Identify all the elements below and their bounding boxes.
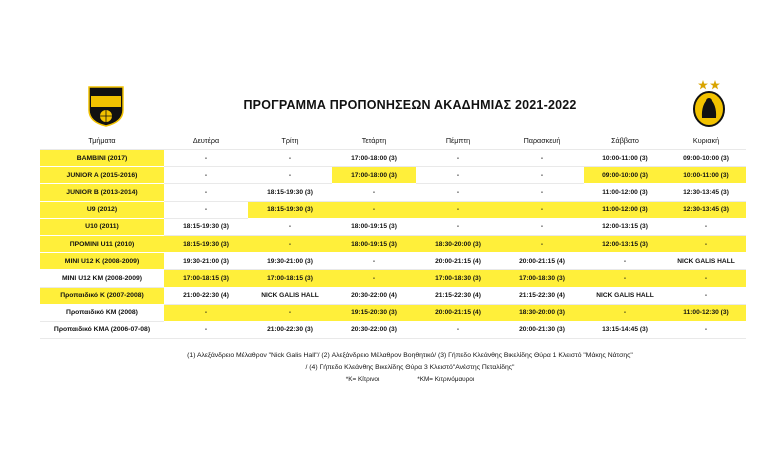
table-row [40, 287, 746, 304]
schedule-cell: 21:15-22:30 (4) [416, 287, 500, 304]
schedule-cell: NICK GALIS HALL [584, 287, 666, 304]
schedule-cell: 18:00-19:15 (3) [332, 235, 416, 252]
column-header: Τρίτη [248, 131, 332, 150]
column-header: Δευτέρα [164, 131, 248, 150]
venue-legend [40, 350, 780, 386]
table-header-row [40, 131, 746, 150]
training-schedule-table [40, 131, 746, 339]
color-key [40, 374, 780, 386]
venue-note-line: / (4) Γήπεδο Κλεάνθης Βικελίδης Θύρα 3 Κλειστό"Ανέστης Πεταλίδης" [305, 364, 515, 371]
team-group-name: MINI U12 K (2008-2009) [40, 253, 164, 270]
schedule-cell: - [332, 184, 416, 201]
schedule-cell: - [416, 167, 500, 184]
schedule-cell: - [500, 218, 584, 235]
aris-crest-logo [692, 78, 726, 128]
color-key-yellow: *K= Κίτρινοι [345, 376, 380, 383]
schedule-cell: 20:30-22:00 (3) [332, 321, 416, 338]
schedule-cell: 20:00-21:15 (4) [416, 304, 500, 321]
schedule-cell: - [416, 218, 500, 235]
schedule-cell: 18:15-19:30 (3) [248, 184, 332, 201]
schedule-cell: 11:00-12:30 (3) [666, 304, 746, 321]
schedule-cell: - [164, 184, 248, 201]
schedule-cell: 10:00-11:00 (3) [584, 150, 666, 167]
column-header: Σάββατο [584, 131, 666, 150]
team-group-name: Προπαιδικό KM (2008) [40, 304, 164, 321]
schedule-cell: NICK GALIS HALL [248, 287, 332, 304]
team-group-name: MINI U12 KM (2008-2009) [40, 270, 164, 287]
schedule-cell: 21:00-22:30 (3) [248, 321, 332, 338]
schedule-cell: 19:30-21:00 (3) [248, 253, 332, 270]
schedule-cell: 18:30-20:00 (3) [416, 235, 500, 252]
schedule-cell: 12:00-13:15 (3) [584, 235, 666, 252]
schedule-cell: 18:15-19:30 (3) [164, 218, 248, 235]
table-row [40, 218, 746, 235]
schedule-cell: - [666, 287, 746, 304]
schedule-cell: - [500, 184, 584, 201]
schedule-cell: - [248, 304, 332, 321]
schedule-cell: 20:00-21:15 (4) [500, 253, 584, 270]
schedule-cell: - [164, 150, 248, 167]
schedule-cell: 09:00-10:00 (3) [666, 150, 746, 167]
color-key-yellow-black: *KM= Κιτρινόμαυροι [417, 376, 475, 383]
column-header: Τετάρτη [332, 131, 416, 150]
schedule-cell: 21:15-22:30 (4) [500, 287, 584, 304]
schedule-cell: - [332, 270, 416, 287]
schedule-cell: 20:00-21:15 (4) [416, 253, 500, 270]
team-group-name: U9 (2012) [40, 201, 164, 218]
schedule-cell: - [248, 235, 332, 252]
schedule-cell: - [164, 201, 248, 218]
column-header: Πέμπτη [416, 131, 500, 150]
schedule-cell: 20:30-22:00 (4) [332, 287, 416, 304]
team-group-name: BAMBINI (2017) [40, 150, 164, 167]
schedule-cell: - [584, 304, 666, 321]
schedule-cell: 10:00-11:00 (3) [666, 167, 746, 184]
table-row [40, 304, 746, 321]
team-group-name: JUNIOR A (2015-2016) [40, 167, 164, 184]
table-row [40, 270, 746, 287]
schedule-cell: 17:00-18:00 (3) [332, 150, 416, 167]
schedule-cell: - [416, 184, 500, 201]
schedule-sheet [40, 78, 746, 396]
schedule-cell: 17:00-18:15 (3) [248, 270, 332, 287]
schedule-cell: - [666, 321, 746, 338]
team-group-name: JUNIOR B (2013-2014) [40, 184, 164, 201]
table-row [40, 253, 746, 270]
schedule-cell: - [666, 270, 746, 287]
team-group-name: U10 (2011) [40, 218, 164, 235]
column-header: Τμήματα [40, 131, 164, 150]
schedule-cell: - [416, 321, 500, 338]
schedule-cell: 09:00-10:00 (3) [584, 167, 666, 184]
schedule-cell: - [584, 270, 666, 287]
team-group-name: Προπαιδικό K (2007-2008) [40, 287, 164, 304]
schedule-cell: 18:15-19:30 (3) [248, 201, 332, 218]
table-row [40, 184, 746, 201]
schedule-cell: 17:00-18:00 (3) [332, 167, 416, 184]
schedule-cell: 11:00-12:00 (3) [584, 201, 666, 218]
venue-note-line: (1) Αλεξάνδρειο Μέλαθρον "Nick Galis Hall"/ (2) Αλεξάνδρειο Μέλαθρον Βοηθητικό/ (3) Γήπεδο Κλεάνθης Βικελίδης Θύρα 1 Κλειστό "Μάκης Νάτσης" [187, 352, 633, 359]
schedule-cell: - [584, 253, 666, 270]
schedule-cell: 12:30-13:45 (3) [666, 184, 746, 201]
schedule-cell: - [332, 201, 416, 218]
schedule-cell: 17:00-18:30 (3) [416, 270, 500, 287]
table-row [40, 150, 746, 167]
schedule-cell: - [416, 150, 500, 167]
schedule-cell: - [248, 167, 332, 184]
schedule-cell: 17:00-18:30 (3) [500, 270, 584, 287]
page-title: ΠΡΟΓΡΑΜΜΑ ΠΡΟΠΟΝΗΣΕΩΝ ΑΚΑΔΗΜΙΑΣ 2021-2022 [243, 98, 577, 112]
schedule-cell: 18:30-20:00 (3) [500, 304, 584, 321]
schedule-cell: 11:00-12:00 (3) [584, 184, 666, 201]
schedule-cell: NICK GALIS HALL [666, 253, 746, 270]
schedule-cell: 12:00-13:15 (3) [584, 218, 666, 235]
schedule-cell: - [248, 218, 332, 235]
schedule-cell: 17:00-18:15 (3) [164, 270, 248, 287]
schedule-cell: - [666, 235, 746, 252]
schedule-cell: - [500, 201, 584, 218]
schedule-cell: 19:15-20:30 (3) [332, 304, 416, 321]
schedule-cell: - [416, 201, 500, 218]
schedule-cell: - [500, 167, 584, 184]
table-row [40, 167, 746, 184]
schedule-cell: 20:00-21:30 (3) [500, 321, 584, 338]
column-header: Παρασκευή [500, 131, 584, 150]
schedule-cell: 19:30-21:00 (3) [164, 253, 248, 270]
schedule-cell: - [164, 167, 248, 184]
table-row [40, 321, 746, 338]
schedule-cell: - [500, 235, 584, 252]
table-row [40, 201, 746, 218]
schedule-cell: - [248, 150, 332, 167]
schedule-cell: - [164, 304, 248, 321]
schedule-cell: 18:00-19:15 (3) [332, 218, 416, 235]
schedule-cell: - [666, 218, 746, 235]
team-group-name: ΠΡΟΜΙΝΙ U11 (2010) [40, 235, 164, 252]
table-row [40, 235, 746, 252]
schedule-cell: 21:00-22:30 (4) [164, 287, 248, 304]
schedule-cell: 18:15-19:30 (3) [164, 235, 248, 252]
team-group-name: Προπαιδικό KMA (2006-07-08) [40, 321, 164, 338]
schedule-cell: - [500, 150, 584, 167]
schedule-cell: 12:30-13:45 (3) [666, 201, 746, 218]
schedule-cell: 13:15-14:45 (3) [584, 321, 666, 338]
schedule-cell: - [332, 253, 416, 270]
schedule-cell: - [164, 321, 248, 338]
column-header: Κυριακή [666, 131, 746, 150]
